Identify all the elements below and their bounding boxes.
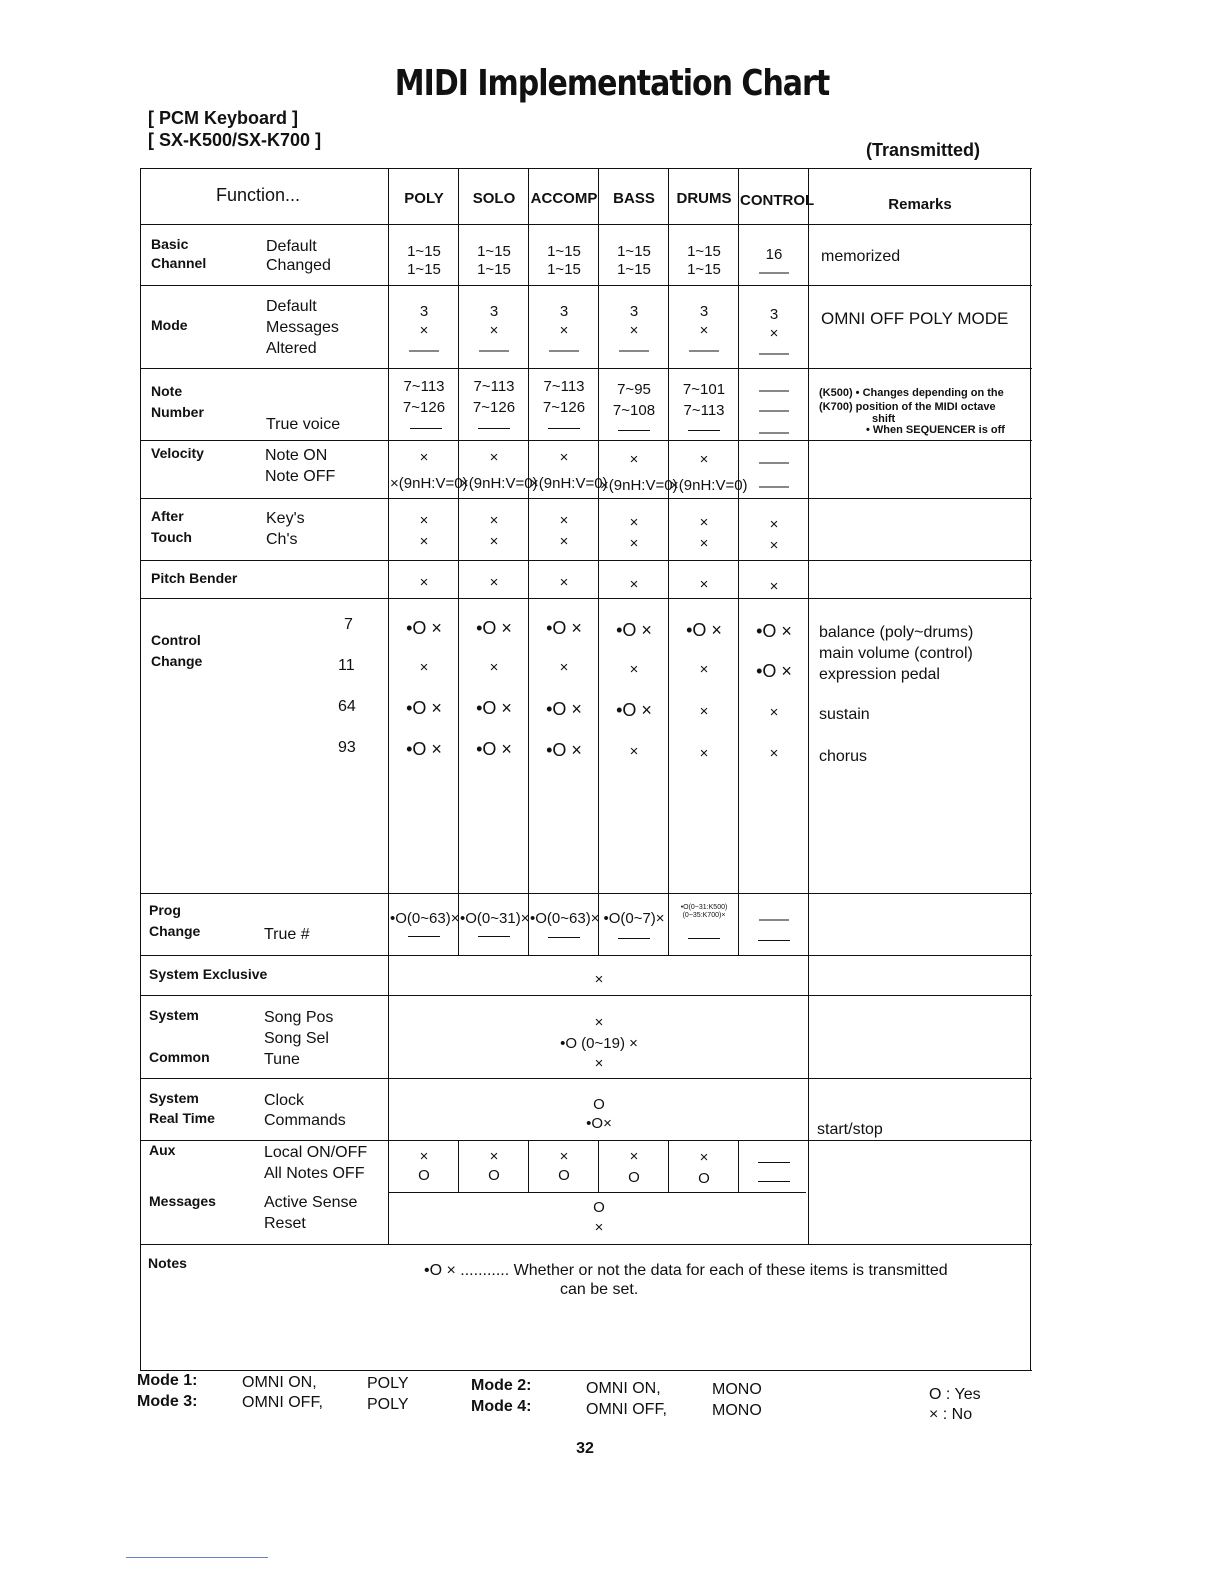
aux-bass-allnotes: O <box>628 1169 640 1186</box>
note-bass-1: 7~95 <box>617 381 651 398</box>
aux-label: Aux <box>149 1142 176 1158</box>
at-bass-chs: × <box>629 535 639 552</box>
commands-label: Commands <box>264 1112 346 1129</box>
pc-drums: •O(0~31:K500)(0~35:K700)× <box>680 904 728 919</box>
song-pos-label: Song Pos <box>264 1009 334 1026</box>
at-poly-keys: × <box>419 512 429 529</box>
cc11-accomp: × <box>559 659 569 676</box>
legend-no: × : No <box>929 1406 973 1423</box>
col-drums: DRUMS <box>676 190 732 207</box>
transmitted-label: (Transmitted) <box>866 140 981 160</box>
at-solo-chs: × <box>489 533 499 550</box>
sysex-value: × <box>594 971 604 988</box>
col-poly: POLY <box>404 190 444 207</box>
cc7-bass: •O × <box>616 620 652 640</box>
basic-control-default: 16 <box>765 246 783 263</box>
clock-value: O <box>593 1096 605 1113</box>
mode-bass-messages: × <box>629 322 639 339</box>
cc-remark-balance: balance (poly~drums) <box>819 624 974 641</box>
aux-bass-local: × <box>629 1148 639 1165</box>
vel-solo-off: ×(9nH:V=0) <box>460 475 538 492</box>
at-poly-chs: × <box>419 533 429 550</box>
song-pos-value: × <box>594 1014 604 1031</box>
basic-solo-changed: 1~15 <box>477 261 511 278</box>
page-number: 32 <box>576 1440 594 1457</box>
mode3-poly: POLY <box>367 1396 409 1413</box>
mode-accomp-messages: × <box>559 322 569 339</box>
prog-change-label: Prog <box>149 902 181 918</box>
system-common-label2: Common <box>149 1049 210 1065</box>
basic-channel-label: Basic <box>151 236 189 252</box>
note-solo-2: 7~126 <box>472 399 516 416</box>
tune-label: Tune <box>264 1051 300 1068</box>
cc-number-7: 7 <box>344 616 353 633</box>
system-exclusive-label: System Exclusive <box>149 966 268 982</box>
song-sel-label: Song Sel <box>264 1030 329 1047</box>
cc64-control: × <box>769 704 779 721</box>
song-sel-value: •O (0~19) × <box>560 1035 638 1052</box>
mode1-omni: OMNI ON, <box>242 1374 317 1391</box>
col-accomp: ACCOMP <box>530 190 598 207</box>
at-solo-keys: × <box>489 512 499 529</box>
active-sense-value: O <box>593 1199 605 1216</box>
aux-drums-local: × <box>699 1149 709 1166</box>
header-model-line1: [ PCM Keyboard ] <box>148 108 299 128</box>
mode-poly-messages: × <box>419 322 429 339</box>
header-model-line2: [ SX-K500/SX-K700 ] <box>148 130 322 150</box>
cc11-control: •O × <box>756 661 792 681</box>
basic-bass-changed: 1~15 <box>617 261 651 278</box>
cc93-drums: × <box>699 745 709 762</box>
mode-control-default: 3 <box>769 306 779 323</box>
mode-label: Mode <box>151 317 188 333</box>
function-header: Function... <box>216 185 301 205</box>
reset-label: Reset <box>264 1215 306 1232</box>
mode-accomp-default: 3 <box>559 303 569 320</box>
mode2-mono: MONO <box>712 1381 762 1398</box>
mode-solo-default: 3 <box>489 303 499 320</box>
cc64-poly: •O × <box>406 698 442 718</box>
aux-solo-local: × <box>489 1148 499 1165</box>
basic-changed-label: Changed <box>266 257 331 274</box>
cc-number-93: 93 <box>338 739 356 756</box>
all-notes-off-label: All Notes OFF <box>264 1165 365 1182</box>
pb-control: × <box>769 578 779 595</box>
vel-solo-on: × <box>489 449 499 466</box>
basic-default-label: Default <box>266 238 317 255</box>
note-off-label: Note OFF <box>265 468 336 485</box>
cc93-bass: × <box>629 743 639 760</box>
mode-drums-default: 3 <box>699 303 709 320</box>
vel-poly-on: × <box>419 449 429 466</box>
mode-remarks: OMNI OFF POLY MODE <box>821 309 1009 328</box>
pc-poly: •O(0~63)× <box>390 910 460 927</box>
cc11-solo: × <box>489 659 499 676</box>
note-accomp-1: 7~113 <box>543 378 585 395</box>
commands-value: •O× <box>586 1115 612 1132</box>
cc93-accomp: •O × <box>546 740 582 760</box>
basic-drums-default: 1~15 <box>687 243 721 260</box>
col-control: CONTROL <box>740 192 815 209</box>
mode-solo-altered: —— <box>479 342 509 359</box>
basic-drums-changed: 1~15 <box>687 261 721 278</box>
pc-bass: •O(0~7)× <box>603 910 665 927</box>
mode2-omni: OMNI ON, <box>586 1380 661 1397</box>
basic-bass-default: 1~15 <box>617 243 651 260</box>
at-control-chs: × <box>769 537 779 554</box>
cc93-control: × <box>769 745 779 762</box>
col-bass: BASS <box>613 190 655 207</box>
aux-accomp-local: × <box>559 1148 569 1165</box>
at-accomp-keys: × <box>559 512 569 529</box>
pc-control: —— <box>759 911 789 928</box>
note-poly-1: 7~113 <box>403 378 445 395</box>
note-number-label2: Number <box>151 404 204 420</box>
chs-label: Ch's <box>266 531 298 548</box>
mode-solo-messages: × <box>489 322 499 339</box>
pc-solo: •O(0~31)× <box>460 910 530 927</box>
active-sense-label: Active Sense <box>264 1194 358 1211</box>
vel-bass-off: ×(9nH:V=0) <box>600 477 678 494</box>
note-remarks-3: shift <box>872 413 896 425</box>
prog-change-label2: Change <box>149 923 201 939</box>
system-common-label: System <box>149 1007 199 1023</box>
basic-accomp-changed: 1~15 <box>547 261 581 278</box>
clock-label: Clock <box>264 1092 305 1109</box>
cc-remark-main-volume: main volume (control) <box>819 645 973 662</box>
pb-solo: × <box>489 574 499 591</box>
pb-drums: × <box>699 576 709 593</box>
vel-accomp-on: × <box>559 449 569 466</box>
note-solo-1: 7~113 <box>473 378 515 395</box>
mode-control-altered: —— <box>759 345 789 362</box>
notes-text-1: •O × ........... Whether or not the data for each of these items is transmitted <box>424 1262 948 1279</box>
vel-control-on: —— <box>759 454 789 471</box>
mode1-poly: POLY <box>367 1375 409 1392</box>
mode3-label: Mode 3: <box>137 1393 198 1410</box>
cc-number-64: 64 <box>338 698 356 715</box>
pb-bass: × <box>629 576 639 593</box>
mode-accomp-altered: —— <box>549 342 579 359</box>
system-realtime-label2: Real Time <box>149 1110 215 1126</box>
note-accomp-2: 7~126 <box>542 399 586 416</box>
col-solo: SOLO <box>472 190 516 207</box>
aux-solo-allnotes: O <box>488 1167 500 1184</box>
cc93-solo: •O × <box>476 739 512 759</box>
note-on-label: Note ON <box>265 447 328 464</box>
mode1-label: Mode 1: <box>137 1372 198 1389</box>
vel-drums-off: ×(9nH:V=0) <box>670 477 748 494</box>
legend-yes: O : Yes <box>929 1386 981 1403</box>
cc11-drums: × <box>699 661 709 678</box>
cc7-poly: •O × <box>406 618 442 638</box>
basic-accomp-default: 1~15 <box>547 243 581 260</box>
mode-bass-default: 3 <box>629 303 639 320</box>
cc64-drums: × <box>699 703 709 720</box>
cc7-drums: •O × <box>686 620 722 640</box>
pitch-bender-label: Pitch Bender <box>151 570 238 586</box>
mode-messages-label: Messages <box>266 319 339 336</box>
cc93-poly: •O × <box>406 739 442 759</box>
note-drums-1: 7~101 <box>682 381 726 398</box>
cc64-bass: •O × <box>616 700 652 720</box>
basic-remarks: memorized <box>821 248 901 265</box>
control-change-label: Control <box>151 632 201 648</box>
mode4-omni: OMNI OFF, <box>586 1401 667 1418</box>
notes-label: Notes <box>148 1255 187 1271</box>
cc-remark-sustain: sustain <box>819 706 870 723</box>
mode-bass-altered: —— <box>619 342 649 359</box>
reset-value: × <box>594 1219 604 1236</box>
note-bass-2: 7~108 <box>612 402 656 419</box>
basic-poly-changed: 1~15 <box>407 261 441 278</box>
cc7-control: •O × <box>756 621 792 641</box>
note-remarks-4: • When SEQUENCER is off <box>866 424 1005 436</box>
mode-drums-altered: —— <box>689 342 719 359</box>
mode4-mono: MONO <box>712 1402 762 1419</box>
mode-drums-messages: × <box>699 322 709 339</box>
true-voice-label: True voice <box>266 416 341 433</box>
velocity-label: Velocity <box>151 445 204 461</box>
cc-remark-expression: expression pedal <box>819 666 940 683</box>
mode4-label: Mode 4: <box>471 1398 532 1415</box>
vel-accomp-off: ×(9nH:V=0) <box>530 475 608 492</box>
pc-accomp: •O(0~63)× <box>530 910 600 927</box>
after-touch-label2: Touch <box>151 529 192 545</box>
vel-poly-off: ×(9nH:V=0) <box>390 475 468 492</box>
realtime-remarks: start/stop <box>817 1121 883 1138</box>
cc-remark-chorus: chorus <box>819 748 868 765</box>
cc64-accomp: •O × <box>546 699 582 719</box>
mode-control-messages: × <box>769 325 779 342</box>
col-remarks: Remarks <box>888 196 952 213</box>
at-control-keys: × <box>769 516 779 533</box>
at-bass-keys: × <box>629 514 639 531</box>
note-poly-2: 7~126 <box>402 399 446 416</box>
true-number-label: True # <box>264 926 310 943</box>
cc7-solo: •O × <box>476 618 512 638</box>
cc11-poly: × <box>419 659 429 676</box>
pb-poly: × <box>419 574 429 591</box>
aux-messages-label: Messages <box>149 1193 216 1209</box>
after-touch-label: After <box>151 508 184 524</box>
pb-accomp: × <box>559 574 569 591</box>
mode-poly-altered: —— <box>409 342 439 359</box>
basic-control-changed: —— <box>759 264 789 281</box>
page-title: MIDI Implementation Chart <box>394 62 830 105</box>
vel-control-off: —— <box>759 478 789 495</box>
mode-default-label: Default <box>266 298 317 315</box>
note-control-3: —— <box>759 424 789 441</box>
basic-poly-default: 1~15 <box>407 243 441 260</box>
aux-drums-allnotes: O <box>698 1170 710 1187</box>
local-onoff-label: Local ON/OFF <box>264 1144 368 1161</box>
note-control-1: —— <box>759 382 789 399</box>
basic-channel-label2: Channel <box>151 255 207 271</box>
aux-accomp-allnotes: O <box>558 1167 570 1184</box>
control-change-label2: Change <box>151 653 203 669</box>
cc64-solo: •O × <box>476 698 512 718</box>
cc11-bass: × <box>629 661 639 678</box>
tune-value: × <box>594 1055 604 1072</box>
note-control-2: —— <box>759 402 789 419</box>
mode2-label: Mode 2: <box>471 1377 532 1394</box>
vel-bass-on: × <box>629 451 639 468</box>
aux-poly-local: × <box>419 1148 429 1165</box>
at-drums-chs: × <box>699 535 709 552</box>
cc-number-11: 11 <box>338 657 355 674</box>
vel-drums-on: × <box>699 451 709 468</box>
mode-poly-default: 3 <box>419 303 429 320</box>
mode-altered-label: Altered <box>266 340 317 357</box>
note-number-label: Note <box>151 383 183 399</box>
cc7-accomp: •O × <box>546 618 582 638</box>
keys-label: Key's <box>266 510 305 527</box>
note-drums-2: 7~113 <box>683 402 725 419</box>
note-remarks-1: (K500) • Changes depending on the <box>819 387 1004 399</box>
system-realtime-label: System <box>149 1090 199 1106</box>
aux-poly-allnotes: O <box>418 1167 430 1184</box>
basic-solo-default: 1~15 <box>477 243 511 260</box>
note-remarks-2: (K700) position of the MIDI octave <box>819 401 996 413</box>
mode3-omni: OMNI OFF, <box>242 1394 323 1411</box>
notes-text-2: can be set. <box>560 1281 639 1298</box>
footer-divider <box>126 1557 268 1558</box>
at-accomp-chs: × <box>559 533 569 550</box>
at-drums-keys: × <box>699 514 709 531</box>
